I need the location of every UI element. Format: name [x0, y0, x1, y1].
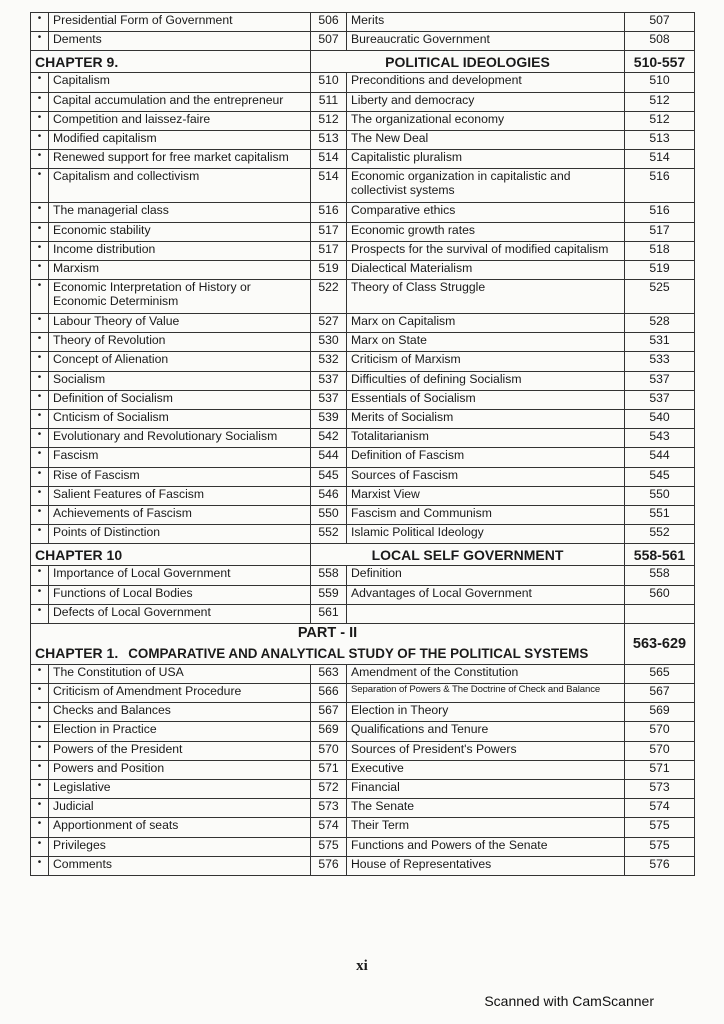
- page-right: 537: [625, 371, 695, 390]
- page-right: 576: [625, 856, 695, 875]
- bullet: •: [31, 448, 49, 467]
- toc-row: [31, 260, 695, 279]
- topic-left: Privileges: [49, 837, 311, 856]
- topic-right: Marx on State: [347, 333, 625, 352]
- toc-row: [31, 333, 695, 352]
- contents-table: [30, 12, 695, 876]
- chapter-title: POLITICAL IDEOLOGIES: [311, 51, 625, 73]
- topic-right: Sources of Fascism: [347, 467, 625, 486]
- topic-left: Capitalism: [49, 73, 311, 92]
- bullet: •: [31, 837, 49, 856]
- page-left: 512: [311, 111, 347, 130]
- page-left: 572: [311, 780, 347, 799]
- page-right: 565: [625, 664, 695, 683]
- page-left: 516: [311, 203, 347, 222]
- bullet: •: [31, 741, 49, 760]
- topic-right: Comparative ethics: [347, 203, 625, 222]
- toc-row: [31, 741, 695, 760]
- topic-right: Bureaucratic Government: [347, 32, 625, 51]
- topic-left: Economic stability: [49, 222, 311, 241]
- toc-row: [31, 566, 695, 585]
- toc-row: [31, 32, 695, 51]
- bullet: •: [31, 314, 49, 333]
- page-right: 567: [625, 684, 695, 703]
- page-right: 575: [625, 837, 695, 856]
- page-right: 571: [625, 760, 695, 779]
- toc-row: [31, 722, 695, 741]
- toc-row: [31, 448, 695, 467]
- toc-row: [31, 467, 695, 486]
- bullet: •: [31, 241, 49, 260]
- topic-left: Definition of Socialism: [49, 390, 311, 409]
- topic-right: House of Representatives: [347, 856, 625, 875]
- page-left: 506: [311, 13, 347, 32]
- topic-right: Their Term: [347, 818, 625, 837]
- bullet: •: [31, 260, 49, 279]
- topic-left: Achievements of Fascism: [49, 505, 311, 524]
- chapter-header-row: [31, 51, 695, 73]
- page-right: 512: [625, 111, 695, 130]
- topic-right: Financial: [347, 780, 625, 799]
- topic-right: Islamic Political Ideology: [347, 525, 625, 544]
- bullet: •: [31, 73, 49, 92]
- topic-left: Apportionment of seats: [49, 818, 311, 837]
- topic-left: Theory of Revolution: [49, 333, 311, 352]
- topic-left: Evolutionary and Revolutionary Socialism: [49, 429, 311, 448]
- bullet: •: [31, 722, 49, 741]
- toc-row: [31, 371, 695, 390]
- page-left: 550: [311, 505, 347, 524]
- bullet: •: [31, 664, 49, 683]
- page-left: 566: [311, 684, 347, 703]
- bullet: •: [31, 486, 49, 505]
- page-left: 517: [311, 241, 347, 260]
- page-left: 563: [311, 664, 347, 683]
- chapter-page-range: 510-557: [625, 51, 695, 73]
- bullet: •: [31, 352, 49, 371]
- topic-right: Prospects for the survival of modified capitalism: [347, 241, 625, 260]
- toc-row: [31, 604, 695, 623]
- page-right: 558: [625, 566, 695, 585]
- toc-row: [31, 352, 695, 371]
- toc-row: [31, 73, 695, 92]
- topic-left: Competition and laissez-faire: [49, 111, 311, 130]
- topic-left: Capital accumulation and the entrepreneur: [49, 92, 311, 111]
- chapter-header-row: [31, 544, 695, 566]
- page-left: 527: [311, 314, 347, 333]
- page-right: 528: [625, 314, 695, 333]
- page-right: 513: [625, 130, 695, 149]
- toc-row: [31, 150, 695, 169]
- topic-left: Labour Theory of Value: [49, 314, 311, 333]
- page-right: 544: [625, 448, 695, 467]
- topic-left: Marxism: [49, 260, 311, 279]
- page-left: 537: [311, 371, 347, 390]
- topic-right: Amendment of the Constitution: [347, 664, 625, 683]
- toc-row: [31, 525, 695, 544]
- bullet: •: [31, 799, 49, 818]
- toc-row: [31, 390, 695, 409]
- page-left: 573: [311, 799, 347, 818]
- topic-right: Merits of Socialism: [347, 410, 625, 429]
- page-right: 514: [625, 150, 695, 169]
- page-left: 546: [311, 486, 347, 505]
- page-right: 550: [625, 486, 695, 505]
- page-right: 569: [625, 703, 695, 722]
- toc-row: [31, 314, 695, 333]
- bullet: •: [31, 92, 49, 111]
- topic-right: Functions and Powers of the Senate: [347, 837, 625, 856]
- topic-right: Liberty and democracy: [347, 92, 625, 111]
- bullet: •: [31, 32, 49, 51]
- bullet: •: [31, 222, 49, 241]
- bullet: •: [31, 371, 49, 390]
- bullet: •: [31, 585, 49, 604]
- chapter-page-range: 563-629: [625, 623, 695, 664]
- topic-left: Criticism of Amendment Procedure: [49, 684, 311, 703]
- page-right: 551: [625, 505, 695, 524]
- topic-left: The Constitution of USA: [49, 664, 311, 683]
- topic-right: Dialectical Materialism: [347, 260, 625, 279]
- bullet: •: [31, 429, 49, 448]
- toc-row: [31, 111, 695, 130]
- page-left: 552: [311, 525, 347, 544]
- bullet: •: [31, 280, 49, 314]
- page-right: 543: [625, 429, 695, 448]
- page-left: 530: [311, 333, 347, 352]
- bullet: •: [31, 703, 49, 722]
- page-left: 571: [311, 760, 347, 779]
- page-right: [625, 604, 695, 623]
- chapter-heading-cell: [31, 642, 625, 665]
- part-title: PART - II: [31, 623, 625, 642]
- toc-row: [31, 684, 695, 703]
- topic-right: Theory of Class Struggle: [347, 280, 625, 314]
- topic-right: Definition: [347, 566, 625, 585]
- page-left: 522: [311, 280, 347, 314]
- topic-left: The managerial class: [49, 203, 311, 222]
- topic-left: Importance of Local Government: [49, 566, 311, 585]
- topic-left: Salient Features of Fascism: [49, 486, 311, 505]
- page-right: 512: [625, 92, 695, 111]
- part-header-row: [31, 623, 695, 642]
- topic-right: Definition of Fascism: [347, 448, 625, 467]
- page-left: 539: [311, 410, 347, 429]
- topic-left: Socialism: [49, 371, 311, 390]
- page-left: 507: [311, 32, 347, 51]
- bullet: •: [31, 150, 49, 169]
- topic-left: Powers of the President: [49, 741, 311, 760]
- topic-left: Powers and Position: [49, 760, 311, 779]
- topic-left: Fascism: [49, 448, 311, 467]
- topic-right: Election in Theory: [347, 703, 625, 722]
- bullet: •: [31, 467, 49, 486]
- toc-row: [31, 505, 695, 524]
- topic-right: Marxist View: [347, 486, 625, 505]
- topic-left: Dements: [49, 32, 311, 51]
- page-right: 519: [625, 260, 695, 279]
- topic-left: Rise of Fascism: [49, 467, 311, 486]
- bullet: •: [31, 604, 49, 623]
- page-right: 573: [625, 780, 695, 799]
- page-number: xi: [356, 958, 368, 974]
- toc-row: [31, 241, 695, 260]
- page-right: 560: [625, 585, 695, 604]
- bullet: •: [31, 169, 49, 203]
- topic-right: [347, 604, 625, 623]
- page-right: 507: [625, 13, 695, 32]
- chapter-label: CHAPTER 10: [31, 544, 311, 566]
- topic-left: Defects of Local Government: [49, 604, 311, 623]
- bullet: •: [31, 13, 49, 32]
- topic-right: The Senate: [347, 799, 625, 818]
- topic-right: Essentials of Socialism: [347, 390, 625, 409]
- toc-row: [31, 664, 695, 683]
- page-left: 575: [311, 837, 347, 856]
- topic-left: Economic Interpretation of History or Economic Determinism: [49, 280, 311, 314]
- topic-right: Executive: [347, 760, 625, 779]
- page-right: 516: [625, 169, 695, 203]
- chapter-title: COMPARATIVE AND ANALYTICAL STUDY OF THE POLITICAL SYSTEMS: [128, 645, 589, 661]
- page-right: 570: [625, 722, 695, 741]
- page-left: 570: [311, 741, 347, 760]
- bullet: •: [31, 505, 49, 524]
- toc-row: [31, 703, 695, 722]
- chapter-header-row: [31, 642, 695, 665]
- topic-right: Sources of President's Powers: [347, 741, 625, 760]
- contents-table-body: [31, 13, 695, 876]
- page-left: 519: [311, 260, 347, 279]
- page-left: 514: [311, 169, 347, 203]
- page-right: 545: [625, 467, 695, 486]
- toc-row: [31, 780, 695, 799]
- page-left: 542: [311, 429, 347, 448]
- topic-right: The organizational economy: [347, 111, 625, 130]
- bullet: •: [31, 130, 49, 149]
- topic-left: Functions of Local Bodies: [49, 585, 311, 604]
- topic-left: Comments: [49, 856, 311, 875]
- page-right: 518: [625, 241, 695, 260]
- chapter-page-range: 558-561: [625, 544, 695, 566]
- page-left: 510: [311, 73, 347, 92]
- topic-right: Marx on Capitalism: [347, 314, 625, 333]
- toc-row: [31, 203, 695, 222]
- toc-row: [31, 856, 695, 875]
- page-left: 559: [311, 585, 347, 604]
- toc-row: [31, 429, 695, 448]
- topic-left: Election in Practice: [49, 722, 311, 741]
- page-right: 575: [625, 818, 695, 837]
- page-left: 574: [311, 818, 347, 837]
- page-left: 517: [311, 222, 347, 241]
- page-right: 552: [625, 525, 695, 544]
- toc-row: [31, 280, 695, 314]
- page-left: 511: [311, 92, 347, 111]
- toc-row: [31, 410, 695, 429]
- page-right: 510: [625, 73, 695, 92]
- toc-page: [30, 12, 694, 876]
- page-left: 513: [311, 130, 347, 149]
- bullet: •: [31, 333, 49, 352]
- topic-left: Cnticism of Socialism: [49, 410, 311, 429]
- bullet: •: [31, 684, 49, 703]
- bullet: •: [31, 566, 49, 585]
- page-right: 540: [625, 410, 695, 429]
- topic-right: Criticism of Marxism: [347, 352, 625, 371]
- bullet: •: [31, 410, 49, 429]
- page-left: 544: [311, 448, 347, 467]
- toc-row: [31, 13, 695, 32]
- chapter-title: LOCAL SELF GOVERNMENT: [311, 544, 625, 566]
- page-left: 537: [311, 390, 347, 409]
- page-left: 569: [311, 722, 347, 741]
- topic-right: Separation of Powers & The Doctrine of Check and Balance: [347, 684, 625, 703]
- topic-right: Advantages of Local Government: [347, 585, 625, 604]
- topic-right: Capitalistic pluralism: [347, 150, 625, 169]
- topic-right: Merits: [347, 13, 625, 32]
- page-left: 545: [311, 467, 347, 486]
- topic-right: The New Deal: [347, 130, 625, 149]
- page-left: 567: [311, 703, 347, 722]
- bullet: •: [31, 780, 49, 799]
- topic-right: Fascism and Communism: [347, 505, 625, 524]
- page-left: 514: [311, 150, 347, 169]
- toc-row: [31, 92, 695, 111]
- topic-left: Modified capitalism: [49, 130, 311, 149]
- page-left: 532: [311, 352, 347, 371]
- chapter-label: CHAPTER 9.: [31, 51, 311, 73]
- page-left: 561: [311, 604, 347, 623]
- scanner-watermark: Scanned with CamScanner: [484, 993, 654, 1009]
- topic-left: Legislative: [49, 780, 311, 799]
- toc-row: [31, 169, 695, 203]
- page-right: 570: [625, 741, 695, 760]
- page-right: 574: [625, 799, 695, 818]
- toc-row: [31, 486, 695, 505]
- toc-row: [31, 585, 695, 604]
- page-right: 525: [625, 280, 695, 314]
- topic-right: Economic organization in capitalistic and collectivist systems: [347, 169, 625, 203]
- bullet: •: [31, 818, 49, 837]
- topic-right: Preconditions and development: [347, 73, 625, 92]
- page-right: 533: [625, 352, 695, 371]
- bullet: •: [31, 111, 49, 130]
- toc-row: [31, 760, 695, 779]
- topic-left: Judicial: [49, 799, 311, 818]
- page-right: 508: [625, 32, 695, 51]
- toc-row: [31, 799, 695, 818]
- page-left: 576: [311, 856, 347, 875]
- page-right: 531: [625, 333, 695, 352]
- topic-right: Qualifications and Tenure: [347, 722, 625, 741]
- page-right: 537: [625, 390, 695, 409]
- topic-left: Presidential Form of Government: [49, 13, 311, 32]
- toc-row: [31, 837, 695, 856]
- page-right: 516: [625, 203, 695, 222]
- topic-left: Renewed support for free market capitalism: [49, 150, 311, 169]
- toc-row: [31, 222, 695, 241]
- topic-right: Difficulties of defining Socialism: [347, 371, 625, 390]
- topic-left: Points of Distinction: [49, 525, 311, 544]
- topic-left: Checks and Balances: [49, 703, 311, 722]
- page-right: 517: [625, 222, 695, 241]
- topic-right: Totalitarianism: [347, 429, 625, 448]
- topic-right: Economic growth rates: [347, 222, 625, 241]
- bullet: •: [31, 525, 49, 544]
- toc-row: [31, 130, 695, 149]
- chapter-label: CHAPTER 1.: [35, 644, 119, 661]
- topic-left: Income distribution: [49, 241, 311, 260]
- toc-row: [31, 818, 695, 837]
- bullet: •: [31, 760, 49, 779]
- topic-left: Concept of Alienation: [49, 352, 311, 371]
- bullet: •: [31, 856, 49, 875]
- bullet: •: [31, 203, 49, 222]
- topic-left: Capitalism and collectivism: [49, 169, 311, 203]
- bullet: •: [31, 390, 49, 409]
- page-left: 558: [311, 566, 347, 585]
